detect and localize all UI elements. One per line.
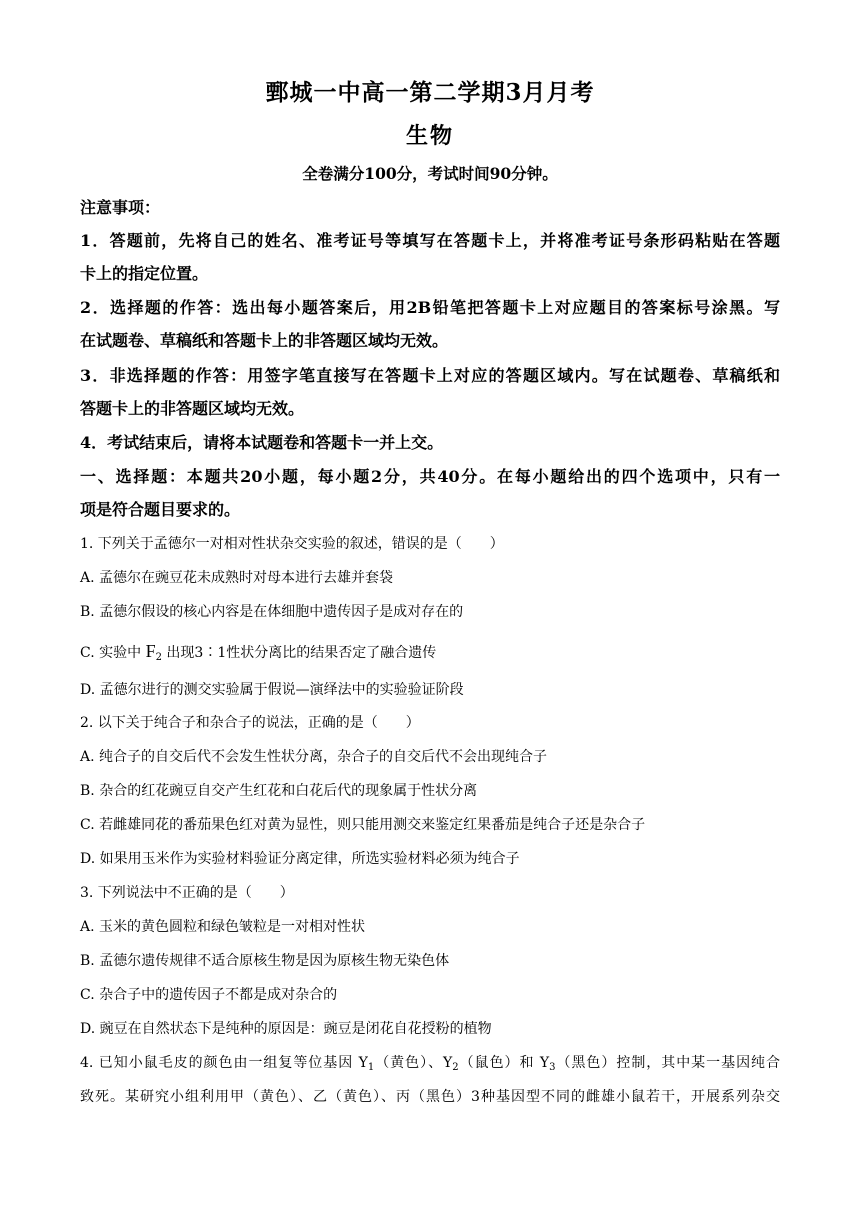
question-1-option-c-prefix: C. 实验中 [80,645,142,661]
notes-heading: 注意事项： [80,198,161,217]
question-2-stem: 2. 以下关于纯合子和杂合子的说法，正确的是（ ） [80,715,420,731]
question-3-option-a: A. 玉米的黄色圆粒和绿色皱粒是一对相对性状 [80,919,366,935]
q4-text-part-4: （黑色）控制，其中某一基因纯合 [555,1055,781,1071]
q4-subscript-1: 1 [367,1062,375,1073]
question-2-option-b: B. 杂合的红花豌豆自交产生红花和白花后代的现象属于性状分离 [80,783,478,799]
question-1-stem: 1. 下列关于孟德尔一对相对性状杂交实验的叙述，错误的是（ ） [80,536,504,552]
question-1-option-d: D. 孟德尔进行的测交实验属于假说—演绎法中的实验验证阶段 [80,682,464,698]
question-3-option-c: C. 杂合子中的遗传因子不都是成对杂合的 [80,987,338,1003]
question-3-option-d: D. 豌豆在自然状态下是纯种的原因是：豌豆是闭花自花授粉的植物 [80,1021,492,1037]
q4-text-part-2: （黄色）、Y [374,1055,453,1071]
question-3-stem: 3. 下列说法中不正确的是（ ） [80,885,294,901]
f-subscript: 2 [155,652,162,663]
question-4-stem-line-2: 致死。某研究小组利用甲（黄色）、乙（黄色）、丙（黑色）3种基因型不同的雌雄小鼠若干，开展系列杂交 [80,1089,780,1105]
note-2-line-1: 2．选择题的作答：选出每小题答案后，用2B铅笔把答题卡上对应题目的答案标号涂黑。写 [80,298,780,317]
question-2-option-a: A. 纯合子的自交后代不会发生性状分离，杂合子的自交后代不会出现纯合子 [80,749,548,765]
note-3-line-1: 3．非选择题的作答：用签字笔直接写在答题卡上对应的答题区域内。写在试题卷、草稿纸和 [80,366,780,385]
section-heading-line-2: 项是符合题目要求的。 [80,500,241,519]
q4-subscript-3: 3 [549,1062,556,1073]
question-1-option-a: A. 孟德尔在豌豆花未成熟时对母本进行去雄并套袋 [80,570,394,586]
q4-text-part-3: （鼠色）和 Y [458,1055,550,1071]
f-symbol: F [145,641,156,661]
question-4-stem-line-1 [80,1055,780,1072]
q4-text-part-1: 4. 已知小鼠毛皮的颜色由一组复等位基因 Y [80,1055,368,1071]
question-2-option-d: D. 如果用玉米作为实验材料验证分离定律，所选实验材料必须为纯合子 [80,851,520,867]
question-3-option-b: B. 孟德尔遗传规律不适合原核生物是因为原核生物无染色体 [80,953,450,969]
exam-title: 鄄城一中高一第二学期3月月考 [265,79,595,106]
subject-title: 生物 [405,123,454,149]
note-3-line-2: 答题卡上的非答题区域均无效。 [80,399,305,418]
note-4-line-1: 4．考试结束后，请将本试题卷和答题卡一并上交。 [80,433,444,452]
q4-subscript-2: 2 [452,1062,459,1073]
exam-meta: 全卷满分100分，考试时间90分钟。 [302,164,558,183]
question-2-option-c: C. 若雌雄同花的番茄果色红对黄为显性，则只能用测交来鉴定红果番茄是纯合子还是杂合子 [80,817,646,833]
note-1-line-2: 卡上的指定位置。 [80,264,209,283]
question-1-option-c-text: 出现3∶1性状分离比的结果否定了融合遗传 [166,645,437,661]
question-1-option-b: B. 孟德尔假设的核心内容是在体细胞中遗传因子是成对存在的 [80,604,464,620]
section-heading-line-1: 一、选择题：本题共20小题，每小题2分，共40分。在每小题给出的四个选项中，只有一 [80,467,780,486]
note-2-line-2: 在试题卷、草稿纸和答题卡上的非答题区域均无效。 [80,331,449,350]
note-1-line-1: 1．答题前，先将自己的姓名、准考证号等填写在答题卡上，并将准考证号条形码粘贴在答题 [80,231,780,250]
question-1-option-c [80,641,436,663]
